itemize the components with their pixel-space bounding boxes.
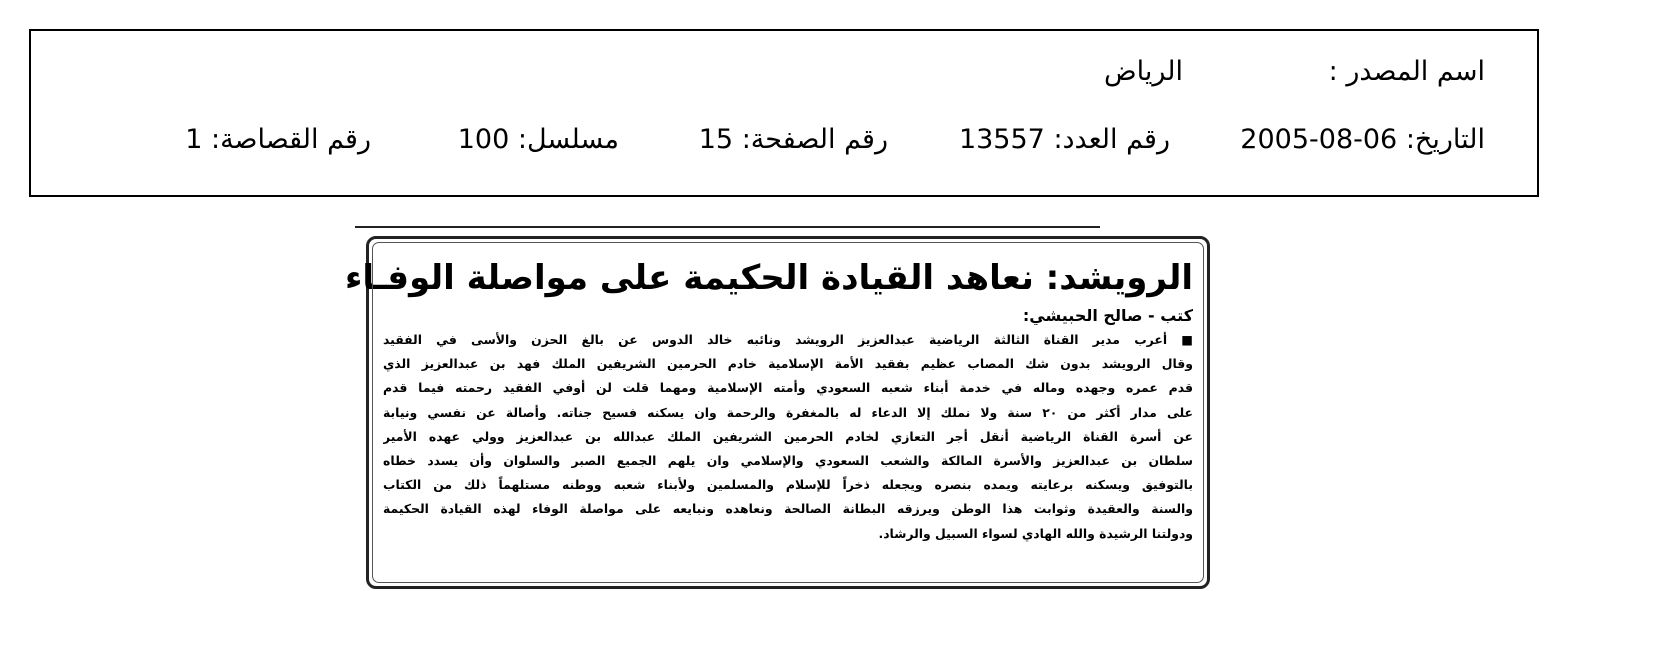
article-body	[383, 328, 1193, 546]
article-line: قدم عمره وجهده وماله في خدمة أبناء شعبه السعودي وأمته الإسلامية ومهما قلت لن أوفي الفقيد رحمته فيما قدم	[383, 380, 1193, 396]
article-line: سلطان بن عبدالعزيز والأسرة المالكة والشعب السعودي والإسلامي وان يلهم الجميع الصبر والسلوان وأن يسدد خطاه	[383, 453, 1193, 469]
article-line: عن أسرة القناة الرياضية أنقل أجر التعازي لخادم الحرمين الشريفين الملك عبدالله بن عبدالعزيز وولي عهده الأمير	[383, 428, 1193, 444]
serial-field: مسلسل: 100	[457, 124, 619, 155]
issue-number-field: رقم العدد: 13557	[958, 124, 1170, 155]
source-value: الرياض	[1103, 56, 1183, 87]
date-field: التاريخ: 06-08-2005	[1240, 124, 1485, 155]
article-line: بالتوفيق ويسكنه برعايته ويمده بنصره ويجعله ذخراً للإسلام والمسلمين ولأبناء شعبه ووطنه مستلهماً ذلك من الكتاب	[383, 477, 1193, 493]
clip-number-field: رقم القصاصة: 1	[185, 124, 371, 155]
clipping-top-rule	[355, 226, 1100, 228]
article-byline: كتب - صالح الحبيشي:	[1022, 306, 1193, 325]
source-label: اسم المصدر :	[1328, 56, 1485, 87]
article-line: وقال الرويشد بدون شك المصاب عظيم بفقيد الأمة الإسلامية خادم الحرمين الشريفين الملك فهد بن عبدالعزيز الذي	[383, 356, 1193, 372]
article-line: والسنة والعقيدة وثوابت هذا الوطن ويرزقه البطانة الصالحة ونعاهده ونبايعه على مواصلة الوفاء لهذه القيادة الحكيمة	[383, 501, 1193, 517]
newspaper-clipping	[345, 236, 1210, 589]
article-line: ودولتنا الرشيدة والله الهادي لسواء السبيل والرشاد.	[878, 525, 1193, 541]
clipping-metadata-box	[29, 29, 1539, 197]
article-line: ■ أعرب مدير القناة الثالثة الرياضية عبدالعزيز الرويشد ونائبه خالد الدوس عن بالغ الحزن والأسى في الفقيد	[383, 332, 1193, 347]
article-line: على مدار أكثر من ٢٠ سنة ولا نملك إلا الدعاء له بالمغفرة والرحمة وان يسكنه فسيح جناته. وأصالة عن نفسي ونيابة	[383, 404, 1193, 420]
page-number-field: رقم الصفحة: 15	[698, 124, 888, 155]
article-headline: الرويشد: نعاهد القيادة الحكيمة على مواصلة الوفـاء	[345, 258, 1193, 298]
